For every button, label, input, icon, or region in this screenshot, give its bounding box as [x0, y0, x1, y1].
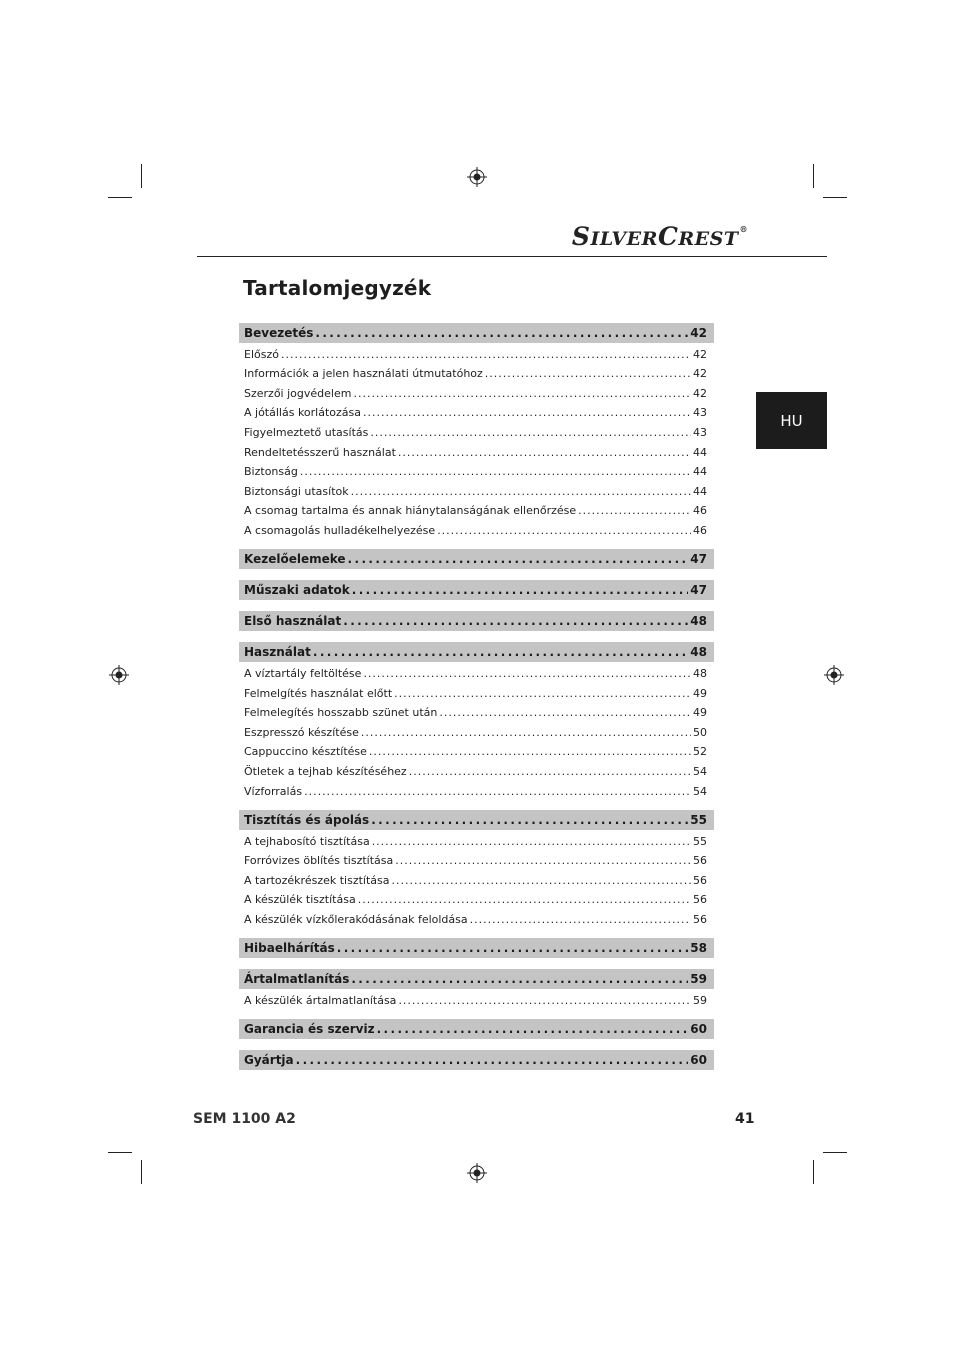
toc-dot-leader	[485, 367, 691, 380]
toc-entry-title: Kezelőelemeke	[244, 552, 346, 567]
toc-entry-title: Felmelgítés használat előtt	[244, 686, 393, 700]
toc-item-row[interactable]	[239, 502, 714, 520]
toc-dot-leader	[352, 583, 689, 597]
toc-entry-title: Ötletek a tejhab készítéséhez	[244, 764, 407, 778]
toc-dot-leader	[361, 726, 691, 739]
toc-entry-title: A csomag tartalma és annak hiánytalanságának ellenőrzése	[244, 504, 577, 518]
toc-dot-leader	[370, 426, 691, 439]
footer-page-number: 41	[735, 1111, 755, 1127]
toc-page-number: 48	[693, 666, 707, 680]
toc-page-number: 42	[693, 347, 707, 361]
brand-logo: SILVERCREST®	[571, 222, 748, 251]
toc-entry-title: Cappuccino késztítése	[244, 745, 367, 759]
toc-page-number: 55	[690, 813, 707, 827]
toc-entry-title: Információk a jelen használati útmutatóhoz	[244, 367, 483, 381]
crop-mark	[108, 1152, 132, 1153]
toc-item-row[interactable]	[239, 743, 714, 761]
toc-section-row[interactable]	[239, 938, 714, 958]
crop-mark	[108, 197, 132, 198]
toc-entry-title: Biztonság	[244, 465, 298, 479]
toc-entry-title: A készülék vízkőlerakódásának feloldása	[244, 912, 468, 926]
toc-dot-leader	[437, 524, 691, 537]
crop-mark	[823, 197, 847, 198]
toc-page-number: 44	[693, 465, 707, 479]
toc-entry-title: Vízforralás	[244, 784, 303, 798]
toc-item-row[interactable]	[239, 991, 714, 1009]
toc-page-number: 47	[690, 583, 707, 598]
toc-entry-title: Biztonsági utasítok	[244, 484, 349, 498]
toc-entry-title: Rendeltetésszerű használat	[244, 445, 396, 459]
toc-section-row[interactable]	[239, 1019, 714, 1039]
toc-dot-leader	[353, 387, 691, 400]
toc-dot-leader	[439, 706, 691, 719]
registration-mark-icon	[467, 1163, 487, 1183]
toc-item-row[interactable]	[239, 684, 714, 702]
toc-entry-title: A csomagolás hulladékelhelyezése	[244, 523, 436, 537]
toc-dot-leader	[371, 813, 688, 827]
toc-dot-leader	[395, 854, 691, 867]
toc-page-number: 54	[693, 764, 707, 778]
toc-entry-title: A tejhabosító tisztítása	[244, 834, 370, 848]
toc-dot-leader	[409, 765, 691, 778]
toc-dot-leader	[398, 994, 691, 1007]
toc-dot-leader	[470, 913, 691, 926]
registration-mark-icon	[824, 665, 844, 685]
toc-item-row[interactable]	[239, 463, 714, 481]
toc-dot-leader	[351, 972, 688, 986]
toc-dot-leader	[377, 1022, 689, 1036]
toc-entry-title: Első használat	[244, 614, 342, 629]
crop-mark	[823, 1152, 847, 1153]
toc-entry-title: A víztartály feltöltése	[244, 666, 362, 680]
toc-dot-leader	[313, 645, 688, 659]
toc-page-number: 60	[690, 1053, 707, 1068]
crop-mark	[813, 164, 814, 188]
toc-page-number: 48	[690, 645, 707, 660]
toc-entry-title: Figyelmeztető utasítás	[244, 425, 369, 439]
toc-page-number: 42	[693, 367, 707, 381]
toc-page-number: 43	[693, 406, 707, 420]
toc-item-row[interactable]	[239, 345, 714, 363]
toc-section-row[interactable]	[239, 642, 714, 662]
toc-page-number: 47	[690, 552, 707, 567]
toc-entry-title: Bevezetés	[244, 326, 314, 340]
toc-section-row[interactable]	[239, 810, 714, 830]
toc-page-number: 46	[693, 523, 707, 537]
toc-section-row[interactable]	[239, 969, 714, 989]
toc-entry-title: A jótállás korlátozása	[244, 406, 361, 420]
toc-item-row[interactable]	[239, 782, 714, 800]
toc-page-number: 49	[693, 706, 707, 720]
toc-page-number: 44	[693, 484, 707, 498]
toc-dot-leader	[315, 326, 688, 340]
toc-page-number: 42	[690, 326, 707, 340]
toc-item-row[interactable]	[239, 762, 714, 780]
toc-section-row[interactable]	[239, 1050, 714, 1070]
toc-page-number: 54	[693, 784, 707, 798]
toc-page-number: 59	[693, 993, 707, 1007]
toc-page-number: 49	[693, 686, 707, 700]
toc-item-row[interactable]	[239, 423, 714, 441]
crop-mark	[141, 164, 142, 188]
toc-entry-title: Műszaki adatok	[244, 583, 350, 598]
crop-mark	[141, 1160, 142, 1184]
toc-section-row[interactable]	[239, 580, 714, 600]
registration-mark-icon	[467, 167, 487, 187]
toc-page-number: 48	[690, 614, 707, 629]
toc-dot-leader	[398, 446, 691, 459]
crop-mark	[813, 1160, 814, 1184]
toc-entry-title: Használat	[244, 645, 311, 660]
toc-page-number: 50	[693, 725, 707, 739]
toc-dot-leader	[363, 667, 691, 680]
toc-entry-title: Hibaelhárítás	[244, 941, 335, 956]
footer-model: SEM 1100 A2	[193, 1111, 296, 1127]
toc-item-row[interactable]	[239, 832, 714, 850]
toc-page-number: 56	[693, 854, 707, 868]
language-tab: HU	[756, 392, 827, 449]
toc-section-row[interactable]	[239, 611, 714, 631]
toc-page-number: 60	[690, 1022, 707, 1037]
toc-entry-title: Felmelegítés hosszabb szünet után	[244, 706, 438, 720]
toc-item-row[interactable]	[239, 365, 714, 383]
toc-entry-title: Forróvizes öblítés tisztítása	[244, 854, 394, 868]
toc-dot-leader	[348, 552, 689, 566]
toc-item-row[interactable]	[239, 443, 714, 461]
toc-page-number: 43	[693, 425, 707, 439]
toc-item-row[interactable]	[239, 704, 714, 722]
page-title: Tartalomjegyzék	[243, 276, 432, 300]
toc-page-number: 58	[690, 941, 707, 956]
header-rule	[197, 256, 827, 257]
toc-section-row[interactable]	[239, 549, 714, 569]
toc-page-number: 52	[693, 745, 707, 759]
toc-entry-title: Szerzői jogvédelem	[244, 386, 352, 400]
toc-item-row[interactable]	[239, 482, 714, 500]
toc-dot-leader	[392, 874, 691, 887]
toc-entry-title: Gyártja	[244, 1053, 294, 1068]
toc-item-row[interactable]	[239, 521, 714, 539]
toc-entry-title: Eszpresszó készítése	[244, 725, 359, 739]
toc-page-number: 59	[690, 972, 707, 987]
toc-item-row[interactable]	[239, 384, 714, 402]
toc-item-row[interactable]	[239, 891, 714, 909]
toc-page-number: 56	[693, 873, 707, 887]
toc-dot-leader	[351, 485, 691, 498]
toc-page-number: 46	[693, 504, 707, 518]
toc-dot-leader	[296, 1053, 689, 1067]
toc-dot-leader	[343, 614, 688, 628]
toc-dot-leader	[394, 687, 691, 700]
toc-dot-leader	[363, 406, 691, 419]
toc-item-row[interactable]	[239, 404, 714, 422]
toc-page-number: 42	[693, 386, 707, 400]
toc-page-number: 56	[693, 912, 707, 926]
toc-item-row[interactable]	[239, 910, 714, 928]
toc-item-row[interactable]	[239, 852, 714, 870]
toc-page-number: 55	[693, 834, 707, 848]
toc-entry-title: Tisztítás és ápolás	[244, 813, 370, 827]
toc-entry-title: A készülék tisztítása	[244, 893, 356, 907]
toc-entry-title: A tartozékrészek tisztítása	[244, 873, 390, 887]
toc-dot-leader	[578, 504, 691, 517]
toc-dot-leader	[358, 893, 691, 906]
toc-entry-title: Előszó	[244, 347, 279, 361]
toc-entry-title: Ártalmatlanítás	[244, 972, 350, 987]
toc-page-number: 56	[693, 893, 707, 907]
toc-dot-leader	[281, 348, 691, 361]
toc-entry-title: Garancia és szerviz	[244, 1022, 375, 1037]
toc-entry-title: A készülék ártalmatlanítása	[244, 993, 397, 1007]
toc-dot-leader	[369, 745, 691, 758]
toc-item-row[interactable]	[239, 664, 714, 682]
toc-dot-leader	[337, 941, 689, 955]
toc-section-row[interactable]	[239, 323, 714, 343]
registration-mark-icon	[109, 665, 129, 685]
toc-item-row[interactable]	[239, 723, 714, 741]
toc-dot-leader	[300, 465, 691, 478]
toc-page-number: 44	[693, 445, 707, 459]
toc-dot-leader	[304, 785, 691, 798]
toc-item-row[interactable]	[239, 871, 714, 889]
toc-dot-leader	[372, 835, 691, 848]
